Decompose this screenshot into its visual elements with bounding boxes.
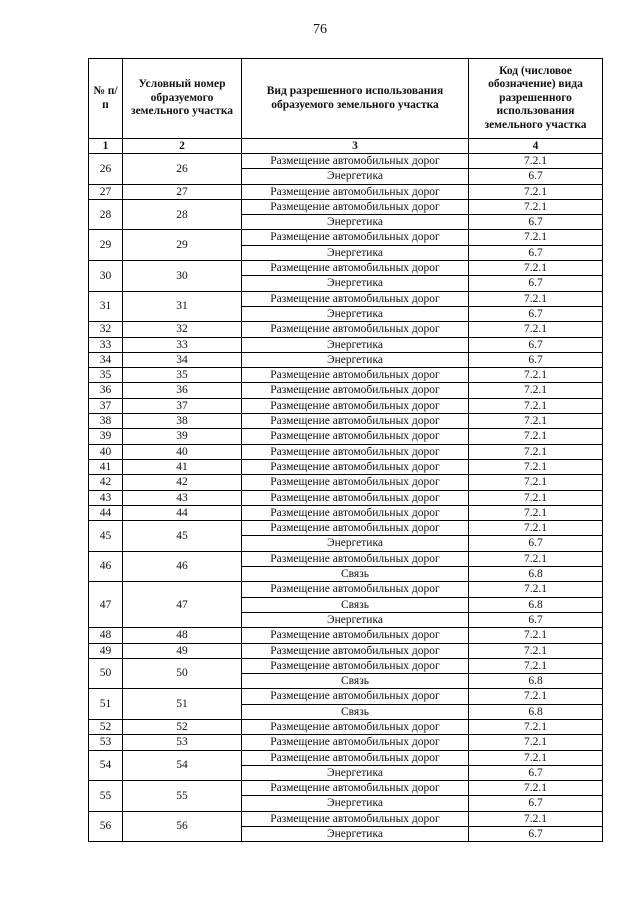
permitted-use-cell: Энергетика bbox=[242, 306, 469, 321]
permitted-use-cell: Энергетика bbox=[242, 536, 469, 551]
row-number-cell: 37 bbox=[89, 398, 123, 413]
table-row bbox=[89, 429, 603, 444]
permitted-use-cell: Размещение автомобильных дорог bbox=[242, 781, 469, 796]
table-body bbox=[89, 154, 603, 842]
table-header bbox=[89, 59, 603, 154]
row-number-cell: 26 bbox=[89, 154, 123, 185]
permitted-use-cell: Размещение автомобильных дорог bbox=[242, 719, 469, 734]
row-number-cell: 48 bbox=[89, 628, 123, 643]
column-number: 4 bbox=[469, 139, 603, 154]
plot-number-cell: 54 bbox=[123, 750, 242, 781]
use-code-cell: 7.2.1 bbox=[469, 582, 603, 597]
use-code-cell: 7.2.1 bbox=[469, 490, 603, 505]
row-number-cell: 33 bbox=[89, 337, 123, 352]
use-code-cell: 7.2.1 bbox=[469, 521, 603, 536]
row-number-cell: 47 bbox=[89, 582, 123, 628]
use-code-cell: 6.7 bbox=[469, 276, 603, 291]
plot-number-cell: 31 bbox=[123, 291, 242, 322]
row-number-cell: 45 bbox=[89, 521, 123, 552]
permitted-use-cell: Энергетика bbox=[242, 796, 469, 811]
permitted-use-cell: Размещение автомобильных дорог bbox=[242, 658, 469, 673]
table-row bbox=[89, 658, 603, 673]
plot-number-cell: 37 bbox=[123, 398, 242, 413]
use-code-cell: 6.7 bbox=[469, 536, 603, 551]
row-number-cell: 54 bbox=[89, 750, 123, 781]
use-code-cell: 7.2.1 bbox=[469, 551, 603, 566]
table-row bbox=[89, 352, 603, 367]
row-number-cell: 40 bbox=[89, 444, 123, 459]
permitted-use-cell: Энергетика bbox=[242, 765, 469, 780]
use-code-cell: 6.7 bbox=[469, 765, 603, 780]
permitted-use-cell: Размещение автомобильных дорог bbox=[242, 505, 469, 520]
plot-number-cell: 38 bbox=[123, 414, 242, 429]
row-number-cell: 52 bbox=[89, 719, 123, 734]
use-code-cell: 7.2.1 bbox=[469, 505, 603, 520]
permitted-use-cell: Размещение автомобильных дорог bbox=[242, 490, 469, 505]
column-number: 2 bbox=[123, 139, 242, 154]
plot-number-cell: 50 bbox=[123, 658, 242, 689]
row-number-cell: 27 bbox=[89, 184, 123, 199]
permitted-use-cell: Размещение автомобильных дорог bbox=[242, 154, 469, 169]
table-row bbox=[89, 551, 603, 566]
table-row bbox=[89, 199, 603, 214]
row-number-cell: 35 bbox=[89, 368, 123, 383]
plot-number-cell: 51 bbox=[123, 689, 242, 720]
row-number-cell: 55 bbox=[89, 781, 123, 812]
plot-number-cell: 48 bbox=[123, 628, 242, 643]
plot-number-cell: 30 bbox=[123, 261, 242, 292]
permitted-use-cell: Размещение автомобильных дорог bbox=[242, 521, 469, 536]
table-row bbox=[89, 521, 603, 536]
permitted-use-cell: Размещение автомобильных дорог bbox=[242, 261, 469, 276]
use-code-cell: 6.7 bbox=[469, 169, 603, 184]
header-row-number: № п/п bbox=[89, 59, 123, 139]
row-number-cell: 51 bbox=[89, 689, 123, 720]
permitted-use-cell: Размещение автомобильных дорог bbox=[242, 551, 469, 566]
use-code-cell: 7.2.1 bbox=[469, 261, 603, 276]
permitted-use-cell: Размещение автомобильных дорог bbox=[242, 429, 469, 444]
use-code-cell: 7.2.1 bbox=[469, 154, 603, 169]
table-row bbox=[89, 781, 603, 796]
table-row bbox=[89, 322, 603, 337]
plot-number-cell: 43 bbox=[123, 490, 242, 505]
permitted-use-cell: Размещение автомобильных дорог bbox=[242, 230, 469, 245]
plot-number-cell: 26 bbox=[123, 154, 242, 185]
use-code-cell: 6.7 bbox=[469, 337, 603, 352]
table-row bbox=[89, 337, 603, 352]
table-row bbox=[89, 398, 603, 413]
plot-number-cell: 28 bbox=[123, 199, 242, 230]
permitted-use-cell: Размещение автомобильных дорог bbox=[242, 475, 469, 490]
use-code-cell: 6.8 bbox=[469, 704, 603, 719]
permitted-use-cell: Связь bbox=[242, 674, 469, 689]
use-code-cell: 6.7 bbox=[469, 245, 603, 260]
table-row bbox=[89, 735, 603, 750]
permitted-use-cell: Энергетика bbox=[242, 337, 469, 352]
row-number-cell: 46 bbox=[89, 551, 123, 582]
table-row bbox=[89, 459, 603, 474]
permitted-use-cell: Связь bbox=[242, 567, 469, 582]
plot-number-cell: 44 bbox=[123, 505, 242, 520]
plot-number-cell: 27 bbox=[123, 184, 242, 199]
use-code-cell: 6.8 bbox=[469, 597, 603, 612]
plot-number-cell: 53 bbox=[123, 735, 242, 750]
use-code-cell: 7.2.1 bbox=[469, 628, 603, 643]
plot-number-cell: 35 bbox=[123, 368, 242, 383]
table-row bbox=[89, 444, 603, 459]
use-code-cell: 7.2.1 bbox=[469, 429, 603, 444]
table-row bbox=[89, 689, 603, 704]
table-row bbox=[89, 490, 603, 505]
table-row bbox=[89, 291, 603, 306]
row-number-cell: 50 bbox=[89, 658, 123, 689]
permitted-use-cell: Размещение автомобильных дорог bbox=[242, 582, 469, 597]
permitted-use-cell: Размещение автомобильных дорог bbox=[242, 398, 469, 413]
permitted-use-cell: Связь bbox=[242, 704, 469, 719]
table-row bbox=[89, 230, 603, 245]
plot-number-cell: 32 bbox=[123, 322, 242, 337]
permitted-use-cell: Размещение автомобильных дорог bbox=[242, 643, 469, 658]
header-use-code: Код (числовое обозначение) вида разрешенного использования земельного участка bbox=[469, 59, 603, 139]
permitted-use-cell: Размещение автомобильных дорог bbox=[242, 199, 469, 214]
use-code-cell: 7.2.1 bbox=[469, 291, 603, 306]
row-number-cell: 49 bbox=[89, 643, 123, 658]
use-code-cell: 7.2.1 bbox=[469, 689, 603, 704]
row-number-cell: 44 bbox=[89, 505, 123, 520]
permitted-use-cell: Размещение автомобильных дорог bbox=[242, 322, 469, 337]
use-code-cell: 7.2.1 bbox=[469, 444, 603, 459]
permitted-use-cell: Размещение автомобильных дорог bbox=[242, 628, 469, 643]
plot-number-cell: 34 bbox=[123, 352, 242, 367]
permitted-use-cell: Энергетика bbox=[242, 169, 469, 184]
permitted-use-cell: Размещение автомобильных дорог bbox=[242, 368, 469, 383]
plot-number-cell: 42 bbox=[123, 475, 242, 490]
plot-number-cell: 56 bbox=[123, 811, 242, 842]
use-code-cell: 6.7 bbox=[469, 215, 603, 230]
plot-number-cell: 46 bbox=[123, 551, 242, 582]
table-row bbox=[89, 505, 603, 520]
plot-number-cell: 45 bbox=[123, 521, 242, 552]
use-code-cell: 7.2.1 bbox=[469, 781, 603, 796]
row-number-cell: 53 bbox=[89, 735, 123, 750]
row-number-cell: 39 bbox=[89, 429, 123, 444]
use-code-cell: 6.8 bbox=[469, 674, 603, 689]
table-row bbox=[89, 475, 603, 490]
plot-number-cell: 52 bbox=[123, 719, 242, 734]
use-code-cell: 7.2.1 bbox=[469, 643, 603, 658]
permitted-use-cell: Размещение автомобильных дорог bbox=[242, 184, 469, 199]
permitted-use-cell: Размещение автомобильных дорог bbox=[242, 414, 469, 429]
table-row bbox=[89, 368, 603, 383]
use-code-cell: 7.2.1 bbox=[469, 184, 603, 199]
table-row bbox=[89, 261, 603, 276]
permitted-use-cell: Энергетика bbox=[242, 827, 469, 842]
permitted-use-cell: Размещение автомобильных дорог bbox=[242, 750, 469, 765]
plot-number-cell: 49 bbox=[123, 643, 242, 658]
row-number-cell: 28 bbox=[89, 199, 123, 230]
row-number-cell: 34 bbox=[89, 352, 123, 367]
use-code-cell: 6.7 bbox=[469, 612, 603, 627]
row-number-cell: 32 bbox=[89, 322, 123, 337]
plot-number-cell: 33 bbox=[123, 337, 242, 352]
permitted-use-cell: Размещение автомобильных дорог bbox=[242, 689, 469, 704]
land-use-table bbox=[88, 58, 603, 842]
column-number: 3 bbox=[242, 139, 469, 154]
row-number-cell: 29 bbox=[89, 230, 123, 261]
use-code-cell: 7.2.1 bbox=[469, 658, 603, 673]
table-row bbox=[89, 383, 603, 398]
plot-number-cell: 47 bbox=[123, 582, 242, 628]
permitted-use-cell: Размещение автомобильных дорог bbox=[242, 383, 469, 398]
use-code-cell: 7.2.1 bbox=[469, 368, 603, 383]
table-row bbox=[89, 582, 603, 597]
use-code-cell: 7.2.1 bbox=[469, 199, 603, 214]
row-number-cell: 30 bbox=[89, 261, 123, 292]
use-code-cell: 6.7 bbox=[469, 306, 603, 321]
plot-number-cell: 29 bbox=[123, 230, 242, 261]
permitted-use-cell: Энергетика bbox=[242, 612, 469, 627]
plot-number-cell: 40 bbox=[123, 444, 242, 459]
plot-number-cell: 36 bbox=[123, 383, 242, 398]
row-number-cell: 43 bbox=[89, 490, 123, 505]
row-number-cell: 42 bbox=[89, 475, 123, 490]
table-row bbox=[89, 154, 603, 169]
use-code-cell: 7.2.1 bbox=[469, 322, 603, 337]
table-row bbox=[89, 184, 603, 199]
permitted-use-cell: Энергетика bbox=[242, 276, 469, 291]
header-plot-number: Условный номер образуемого земельного участка bbox=[123, 59, 242, 139]
use-code-cell: 7.2.1 bbox=[469, 230, 603, 245]
table-row bbox=[89, 643, 603, 658]
permitted-use-cell: Энергетика bbox=[242, 215, 469, 230]
header-permitted-use: Вид разрешенного использования образуемого земельного участка bbox=[242, 59, 469, 139]
table-row bbox=[89, 719, 603, 734]
permitted-use-cell: Энергетика bbox=[242, 245, 469, 260]
table-row bbox=[89, 750, 603, 765]
use-code-cell: 7.2.1 bbox=[469, 811, 603, 826]
use-code-cell: 6.7 bbox=[469, 796, 603, 811]
use-code-cell: 7.2.1 bbox=[469, 735, 603, 750]
use-code-cell: 7.2.1 bbox=[469, 475, 603, 490]
use-code-cell: 7.2.1 bbox=[469, 383, 603, 398]
use-code-cell: 7.2.1 bbox=[469, 398, 603, 413]
table-row bbox=[89, 811, 603, 826]
row-number-cell: 38 bbox=[89, 414, 123, 429]
use-code-cell: 6.8 bbox=[469, 567, 603, 582]
row-number-cell: 56 bbox=[89, 811, 123, 842]
permitted-use-cell: Размещение автомобильных дорог bbox=[242, 444, 469, 459]
column-number: 1 bbox=[89, 139, 123, 154]
use-code-cell: 7.2.1 bbox=[469, 414, 603, 429]
permitted-use-cell: Связь bbox=[242, 597, 469, 612]
row-number-cell: 31 bbox=[89, 291, 123, 322]
plot-number-cell: 39 bbox=[123, 429, 242, 444]
permitted-use-cell: Энергетика bbox=[242, 352, 469, 367]
use-code-cell: 6.7 bbox=[469, 352, 603, 367]
permitted-use-cell: Размещение автомобильных дорог bbox=[242, 811, 469, 826]
plot-number-cell: 55 bbox=[123, 781, 242, 812]
table-row bbox=[89, 414, 603, 429]
row-number-cell: 41 bbox=[89, 459, 123, 474]
use-code-cell: 6.7 bbox=[469, 827, 603, 842]
permitted-use-cell: Размещение автомобильных дорог bbox=[242, 735, 469, 750]
row-number-cell: 36 bbox=[89, 383, 123, 398]
page-number: 76 bbox=[313, 22, 327, 37]
use-code-cell: 7.2.1 bbox=[469, 459, 603, 474]
use-code-cell: 7.2.1 bbox=[469, 750, 603, 765]
permitted-use-cell: Размещение автомобильных дорог bbox=[242, 459, 469, 474]
permitted-use-cell: Размещение автомобильных дорог bbox=[242, 291, 469, 306]
plot-number-cell: 41 bbox=[123, 459, 242, 474]
use-code-cell: 7.2.1 bbox=[469, 719, 603, 734]
table-row bbox=[89, 628, 603, 643]
